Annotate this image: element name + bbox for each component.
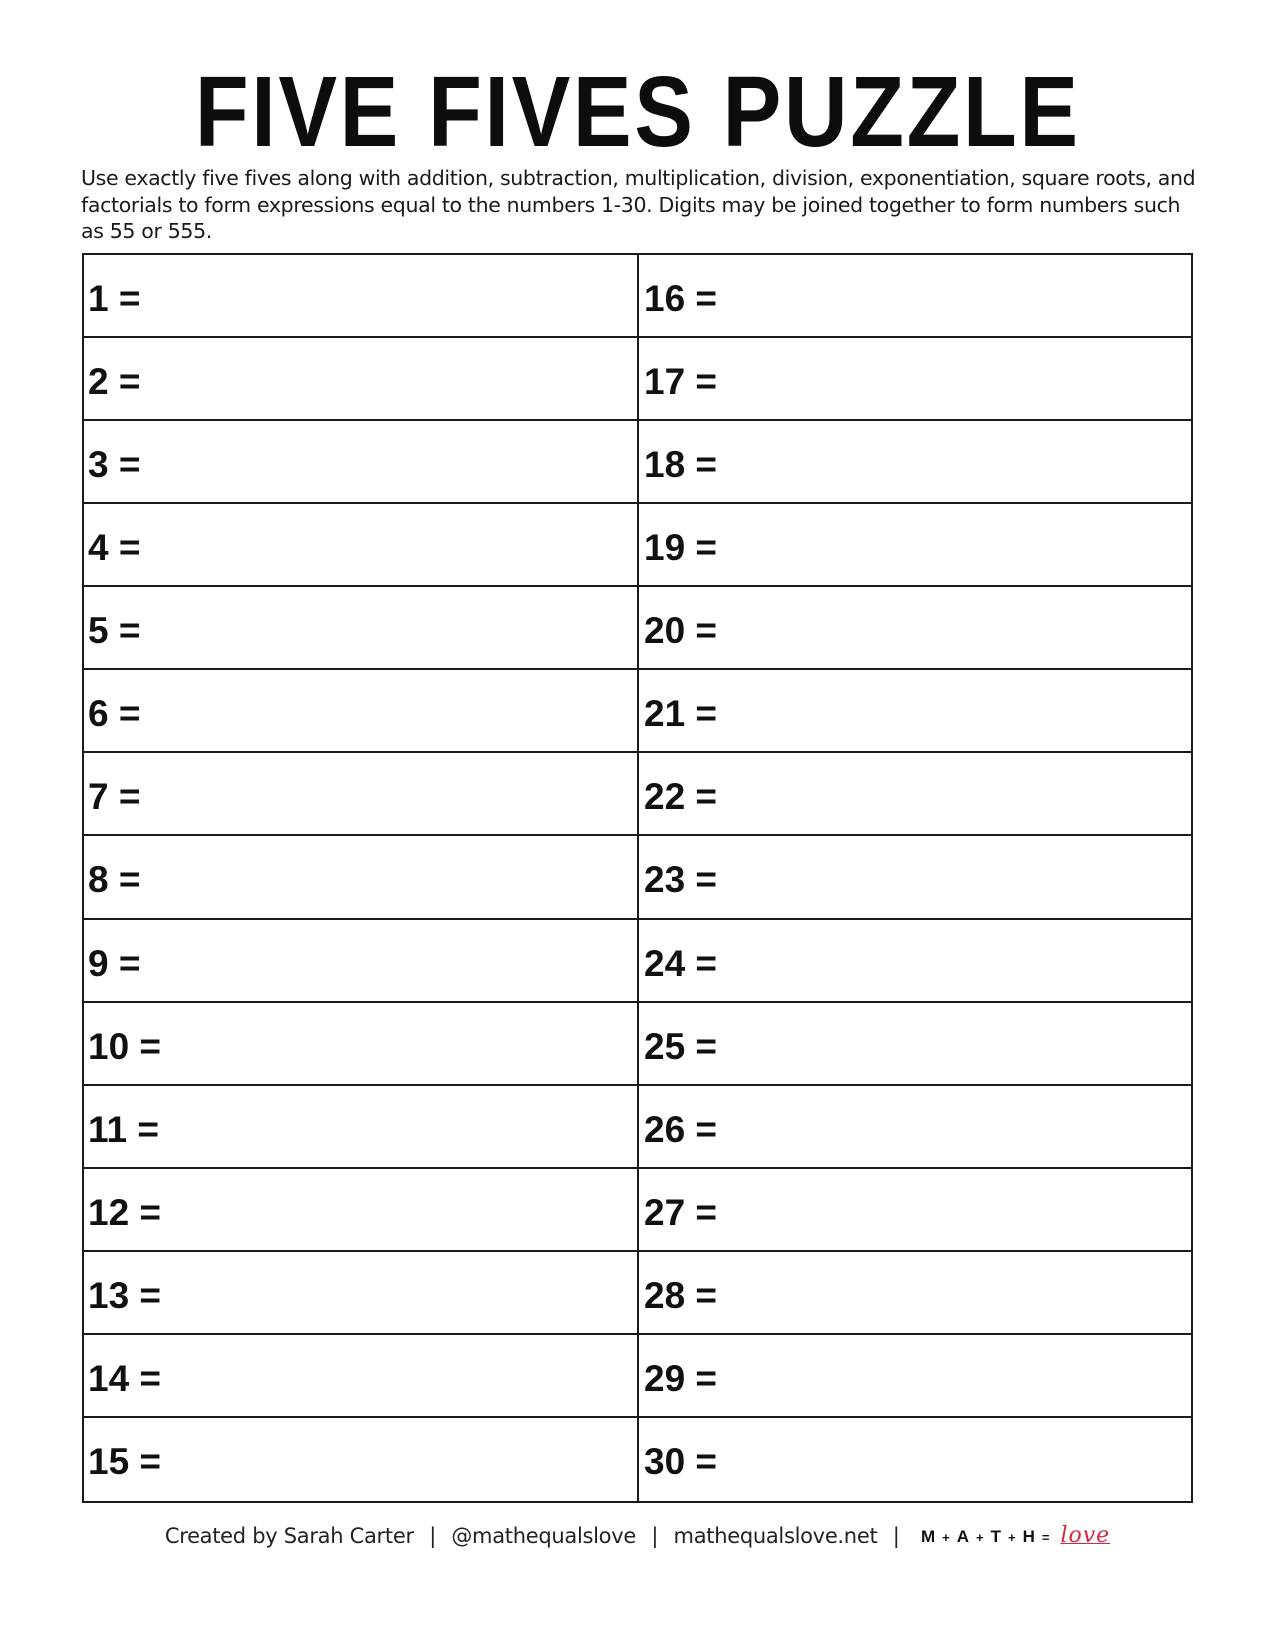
answer-label: 13 = <box>88 1274 162 1316</box>
answer-cell-27[interactable] <box>639 1169 1191 1252</box>
answer-label: 21 = <box>644 693 718 735</box>
logo-equals: = <box>1041 1530 1051 1545</box>
answer-label: 22 = <box>644 776 718 818</box>
answer-cell-25[interactable] <box>639 1003 1191 1086</box>
answer-grid <box>82 253 1193 1503</box>
logo-plus: + <box>1007 1530 1017 1545</box>
answer-cell-9[interactable] <box>84 920 639 1003</box>
answer-label: 3 = <box>88 444 141 486</box>
answer-cell-30[interactable] <box>639 1418 1191 1501</box>
answer-cell-6[interactable] <box>84 670 639 753</box>
answer-cell-28[interactable] <box>639 1252 1191 1335</box>
answer-label: 11 = <box>88 1108 160 1150</box>
answer-cell-1[interactable] <box>84 255 639 338</box>
answer-cell-10[interactable] <box>84 1003 639 1086</box>
answer-label: 10 = <box>88 1025 162 1067</box>
answer-label: 5 = <box>88 610 141 652</box>
logo-plus: + <box>975 1530 985 1545</box>
answer-cell-19[interactable] <box>639 504 1191 587</box>
answer-cell-23[interactable] <box>639 836 1191 919</box>
logo-letter: T <box>990 1527 1002 1546</box>
footer-separator: | <box>429 1524 436 1548</box>
answer-cell-14[interactable] <box>84 1335 639 1418</box>
footer-separator: | <box>651 1524 659 1548</box>
footer <box>0 1522 1275 1552</box>
answer-label: 29 = <box>644 1357 718 1399</box>
answer-label: 6 = <box>88 693 141 735</box>
answer-label: 25 = <box>644 1025 718 1067</box>
logo-letter: M <box>920 1527 937 1546</box>
answer-label: 12 = <box>88 1191 162 1233</box>
answer-cell-16[interactable] <box>639 255 1191 338</box>
answer-label: 7 = <box>88 776 141 818</box>
answer-label: 15 = <box>88 1440 162 1482</box>
answer-cell-11[interactable] <box>84 1086 639 1169</box>
answer-cell-17[interactable] <box>639 338 1191 421</box>
instructions-paragraph: Use exactly five fives along with addition, subtraction, multiplication, division, exponentiation, square roots, and factorials to form expressions equal to the numbers 1-30. Digits may be joined together to form numbers such as 55 or 555. <box>81 166 1196 243</box>
answer-label: 1 = <box>88 278 141 319</box>
logo-love-script: love <box>1060 1523 1111 1548</box>
answer-label: 26 = <box>644 1108 718 1150</box>
answer-label: 17 = <box>644 361 718 403</box>
answer-cell-4[interactable] <box>84 504 639 587</box>
answer-label: 27 = <box>644 1191 718 1233</box>
answer-cell-12[interactable] <box>84 1169 639 1252</box>
answer-label: 28 = <box>644 1274 718 1316</box>
answer-cell-13[interactable] <box>84 1252 639 1335</box>
answer-label: 8 = <box>88 859 141 901</box>
answer-cell-2[interactable] <box>84 338 639 421</box>
answer-label: 19 = <box>644 527 718 569</box>
answer-label: 20 = <box>644 610 718 652</box>
answer-cell-20[interactable] <box>639 587 1191 670</box>
answer-cell-18[interactable] <box>639 421 1191 504</box>
answer-cell-29[interactable] <box>639 1335 1191 1418</box>
answer-cell-24[interactable] <box>639 920 1191 1003</box>
footer-handle: @mathequalslove <box>451 1524 636 1548</box>
footer-credit: Created by Sarah Carter <box>164 1524 414 1548</box>
answer-cell-22[interactable] <box>639 753 1191 836</box>
page-title: FIVE FIVES PUZZLE <box>194 56 1081 168</box>
logo-letter: H <box>1022 1527 1036 1546</box>
answer-label: 23 = <box>644 859 718 901</box>
answer-label: 9 = <box>88 942 141 984</box>
answer-label: 24 = <box>644 942 718 984</box>
answer-cell-26[interactable] <box>639 1086 1191 1169</box>
answer-label: 2 = <box>88 361 141 403</box>
logo-letter: A <box>956 1527 970 1546</box>
answer-label: 18 = <box>644 444 718 486</box>
logo-plus: + <box>942 1530 951 1545</box>
answer-cell-5[interactable] <box>84 587 639 670</box>
answer-cell-3[interactable] <box>84 421 639 504</box>
answer-label: 14 = <box>88 1357 162 1399</box>
answer-label: 4 = <box>88 527 141 569</box>
answer-label: 30 = <box>644 1440 718 1482</box>
answer-label: 16 = <box>644 278 718 319</box>
answer-cell-15[interactable] <box>84 1418 639 1501</box>
math-equals-love-logo <box>921 1522 1110 1552</box>
answer-cell-8[interactable] <box>84 836 639 919</box>
answer-cell-7[interactable] <box>84 753 639 836</box>
footer-separator: | <box>892 1524 900 1548</box>
answer-cell-21[interactable] <box>639 670 1191 753</box>
footer-website: mathequalslove.net <box>673 1524 878 1548</box>
